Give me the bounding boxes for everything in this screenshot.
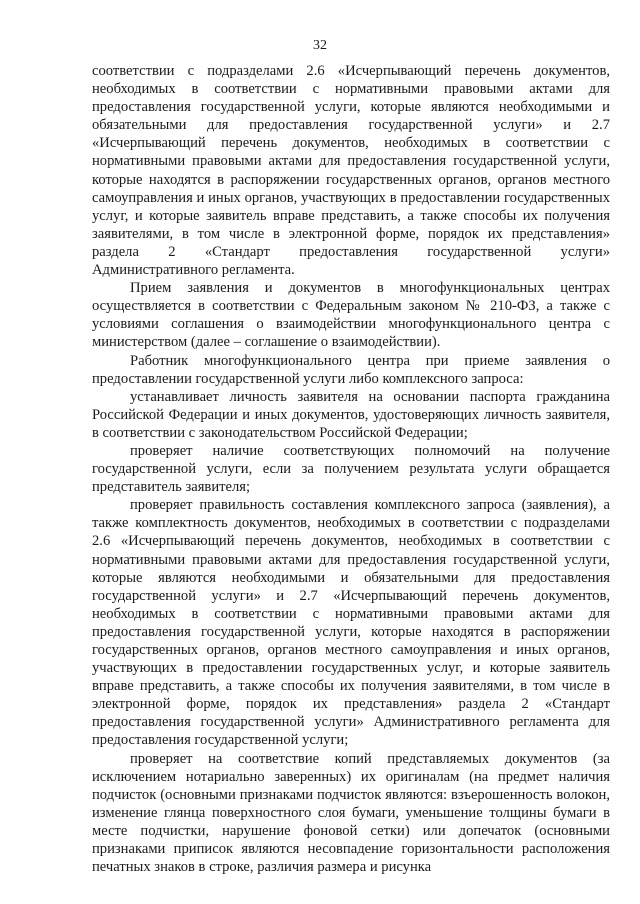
paragraph: Работник многофункционального центра при приеме заявления о предоставлении государственной услуги либо комплексного запроса: [92,352,610,387]
paragraph: проверяет наличие соответствующих полномочий на получение государственной услуги, если за получением результата услуги обращается представитель заявителя; [92,442,610,496]
paragraph: проверяет правильность составления комплексного запроса (заявления), а также комплектность документов, необходимых в соответствии с подразделами 2.6 «Исчерпывающий перечень документов, необходимых в соответствии с нормативными правовыми актами для предоставления государственной услуги, которые являются необходимыми и обязательными для предоставления государственной услуги» и 2.7 «Исчерпывающий перечень документов, необходимых в соответствии с нормативными правовыми актами для предоставления государственной услуги, которые находятся в распоряжении государственных органов, органов местного самоуправления и иных органов, участвующих в предоставлении государственных услуг, и которые заявитель вправе представить, а также способы их получения заявителями, в том числе в электронной форме, порядок их представления» раздела 2 «Стандарт предоставления государственной услуги» Административного регламента для предоставления государственной услуги; [92,497,610,749]
document-body [92,62,610,876]
paragraph: устанавливает личность заявителя на основании паспорта гражданина Российской Федерации и иных документов, удостоверяющих личность заявителя, в соответствии с законодательством Российской Федерации; [92,388,610,441]
page-number: 32 [313,38,327,53]
paragraph: Прием заявления и документов в многофункциональных центрах осуществляется в соответствии с Федеральным законом № 210-ФЗ, а также с условиями соглашения о взаимодействии многофункционального центра с министерством (далее – соглашение о взаимодействии). [92,280,610,351]
paragraph: соответствии с подразделами 2.6 «Исчерпывающий перечень документов, необходимых в соответствии с нормативными правовыми актами для предоставления государственной услуги, которые являются необходимыми и обязательными для предоставления государственной услуги» и 2.7 «Исчерпывающий перечень документов, необходимых в соответствии с нормативными правовыми актами для предоставления государственной услуги, которые находятся в распоряжении государственных органов, органов местного самоуправления и иных органов, участвующих в предоставлении государственных услуг, и которые заявитель вправе представить, а также способы их получения заявителями, в том числе в электронной форме, порядок их представления» раздела 2 «Стандарт предоставления государственной услуги» Административного регламента. [92,63,610,279]
paragraph: проверяет на соответствие копий представляемых документов (за исключением нотариально заверенных) их оригиналам (на предмет наличия подчисток (основными признаками подчисток являются: взъерошенность волокон, изменение глянца поверхностного слоя бумаги, уменьшение толщины бумаги в месте подчистки, нарушение фоновой сетки) или допечаток (основными признаками приписок являются несовпадение горизонтальности расположения печатных знаков в строке, различия размера и рисунка [92,750,610,876]
